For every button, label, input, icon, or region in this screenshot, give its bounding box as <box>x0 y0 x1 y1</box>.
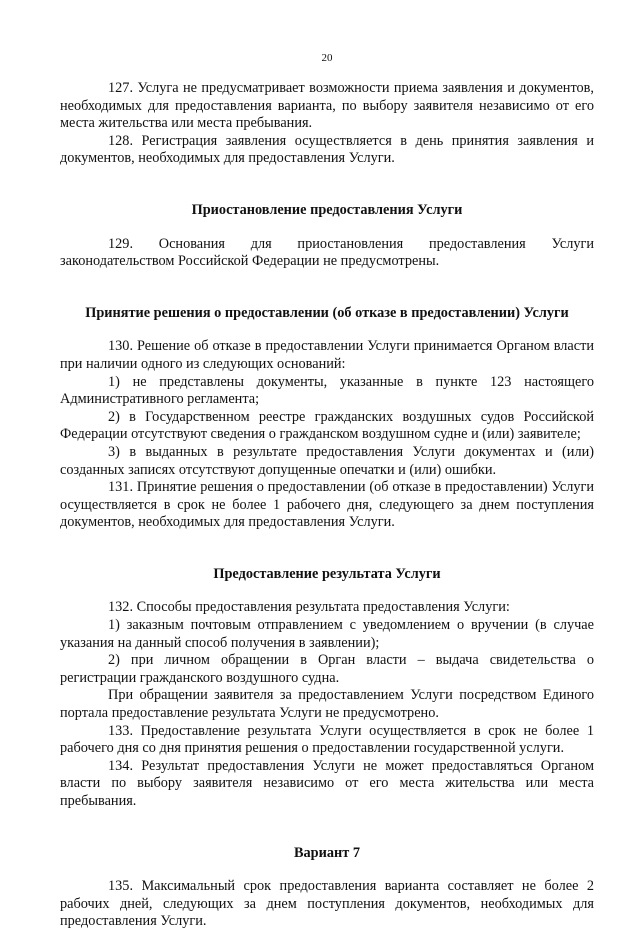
paragraph-131: 131. Принятие решения о предоставлении (об отказе в предоставлении) Услуги осуществляется в срок не более 1 рабочего дня, следующего за днем поступления документов, необходимых для предоставления Услуги. <box>60 479 594 531</box>
paragraph-132: 132. Способы предоставления результата предоставления Услуги: <box>108 599 510 616</box>
paragraph-134: 134. Результат предоставления Услуги не может предоставляться Органом власти по выбору заявителя независимо от его места жительства или места пребывания. <box>60 757 594 809</box>
paragraph-132-item-2: 2) при личном обращении в Орган власти – выдача свидетельства о регистрации гражданского воздушного судна. <box>60 652 594 686</box>
paragraph-132-item-1: 1) заказным почтовым отправлением с уведомлением о вручении (в случае указания на данный способ получения в заявлении); <box>60 617 594 651</box>
paragraph-132-note: При обращении заявителя за предоставлением Услуги посредством Единого портала предоставление результата Услуги не предусмотрено. <box>60 687 594 722</box>
heading-decision: Принятие решения о предоставлении (об отказе в предоставлении) Услуги <box>85 304 569 321</box>
paragraph-130: 130. Решение об отказе в предоставлении Услуги принимается Органом власти при наличии одного из следующих оснований: <box>60 338 594 372</box>
paragraph-130-item-1: 1) не представлены документы, указанные в пункте 123 настоящего Административного регламента; <box>60 373 594 408</box>
paragraph-130-item-3: 3) в выданных в результате предоставления Услуги документах и (или) созданных записях отсутствуют допущенные опечатки и (или) ошибки. <box>60 443 594 478</box>
paragraph-127: 127. Услуга не предусматривает возможности приема заявления и документов, необходимых для предоставления варианта, по выбору заявителя независимо от его места жительства или места пребывания. <box>60 80 594 132</box>
paragraph-128: 128. Регистрация заявления осуществляется в день принятия заявления и документов, необходимых для предоставления Услуги. <box>60 132 594 167</box>
paragraph-135: 135. Максимальный срок предоставления варианта составляет не более 2 рабочих дней, следующих за днем поступления документов, необходимых для предоставления Услуги. <box>60 878 594 930</box>
heading-variant-7: Вариант 7 <box>293 844 360 861</box>
paragraph-133: 133. Предоставление результата Услуги осуществляется в срок не более 1 рабочего дня со дня принятия решения о предоставлении государственной услуги. <box>60 722 594 757</box>
heading-result: Предоставление результата Услуги <box>213 565 441 582</box>
document-body <box>60 80 594 931</box>
heading-suspension: Приостановление предоставления Услуги <box>191 201 463 218</box>
paragraph-130-item-2: 2) в Государственном реестре гражданских воздушных судов Российской Федерации отсутствуют сведения о гражданском воздушном судне и (или) заявителе; <box>60 408 594 443</box>
paragraph-129: 129. Основания для приостановления предоставления Услуги законодательством Российской Федерации не предусмотрены. <box>60 235 594 270</box>
page-number: 20 <box>321 52 333 64</box>
